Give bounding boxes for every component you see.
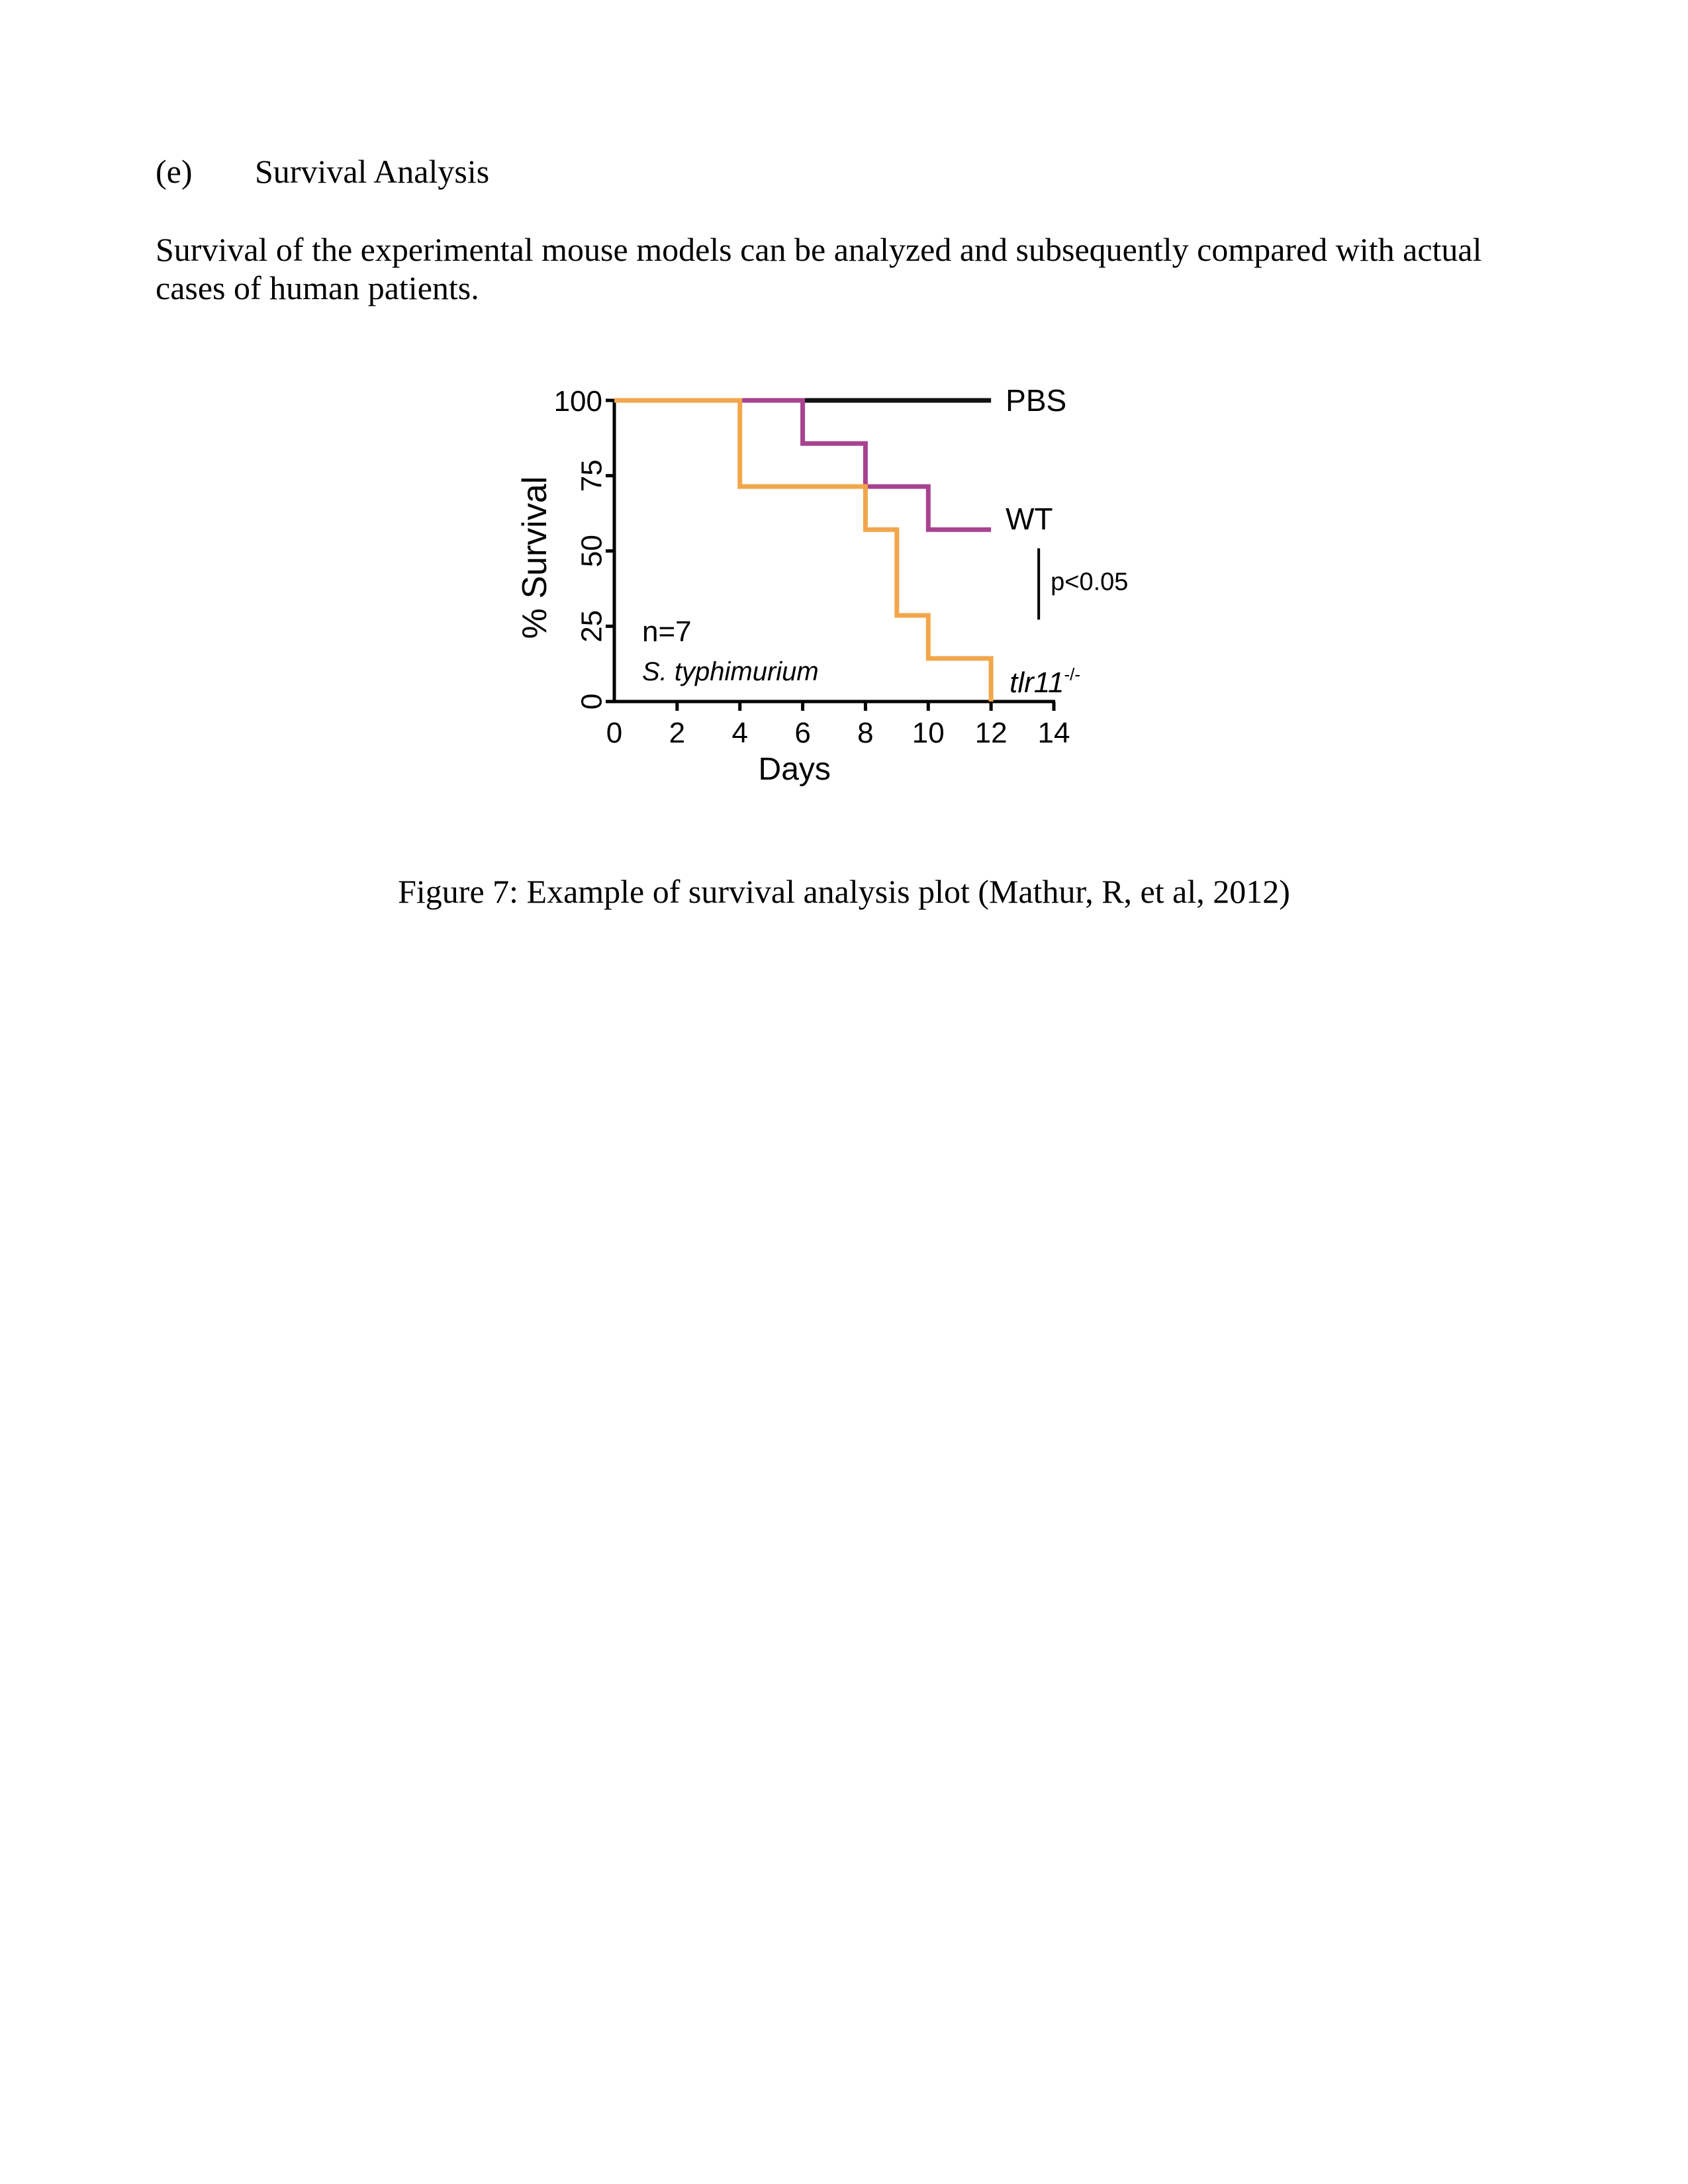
x-tick-label: 10 xyxy=(912,717,945,749)
y-tick-label: 50 xyxy=(575,535,608,567)
x-tick-label: 0 xyxy=(606,717,623,749)
body-paragraph: Survival of the experimental mouse models can be analyzed and subsequently compared with actual cases of human patients. xyxy=(156,231,1482,306)
series-line-1 xyxy=(614,400,991,529)
figure-caption: Figure 7: Example of survival analysis plot (Mathur, R, et al, 2012) xyxy=(398,873,1290,910)
chart-series xyxy=(614,400,991,702)
y-tick-label: 25 xyxy=(575,610,608,643)
legend-label-tlr11: tlr11-/- xyxy=(1009,664,1081,699)
annotation-n: n=7 xyxy=(642,615,692,648)
x-axis-title: Days xyxy=(758,752,831,787)
survival-chart xyxy=(503,334,1165,837)
legend-label-tlr11-superscript: -/- xyxy=(1064,664,1081,684)
x-tick-label: 2 xyxy=(669,717,686,749)
y-axis-title: % Survival xyxy=(516,476,554,639)
x-tick-label: 14 xyxy=(1037,717,1070,749)
y-tick-label: 100 xyxy=(553,385,602,418)
legend-label-wt: WT xyxy=(1006,502,1053,537)
section-title: Survival Analysis xyxy=(255,153,490,190)
survival-figure xyxy=(503,334,1165,837)
pvalue-label: p<0.05 xyxy=(1051,568,1129,596)
y-tick-label: 0 xyxy=(575,693,608,710)
section-heading xyxy=(156,152,489,191)
section-number: (e) xyxy=(156,153,193,190)
x-tick-label: 6 xyxy=(794,717,811,749)
x-tick-label: 12 xyxy=(974,717,1008,749)
x-tick-label: 4 xyxy=(731,717,748,749)
x-tick-label: 8 xyxy=(857,717,874,749)
annotation-organism: S. typhimurium xyxy=(642,657,819,687)
y-tick-label: 75 xyxy=(575,459,608,492)
legend-label-pbs: PBS xyxy=(1006,383,1067,418)
